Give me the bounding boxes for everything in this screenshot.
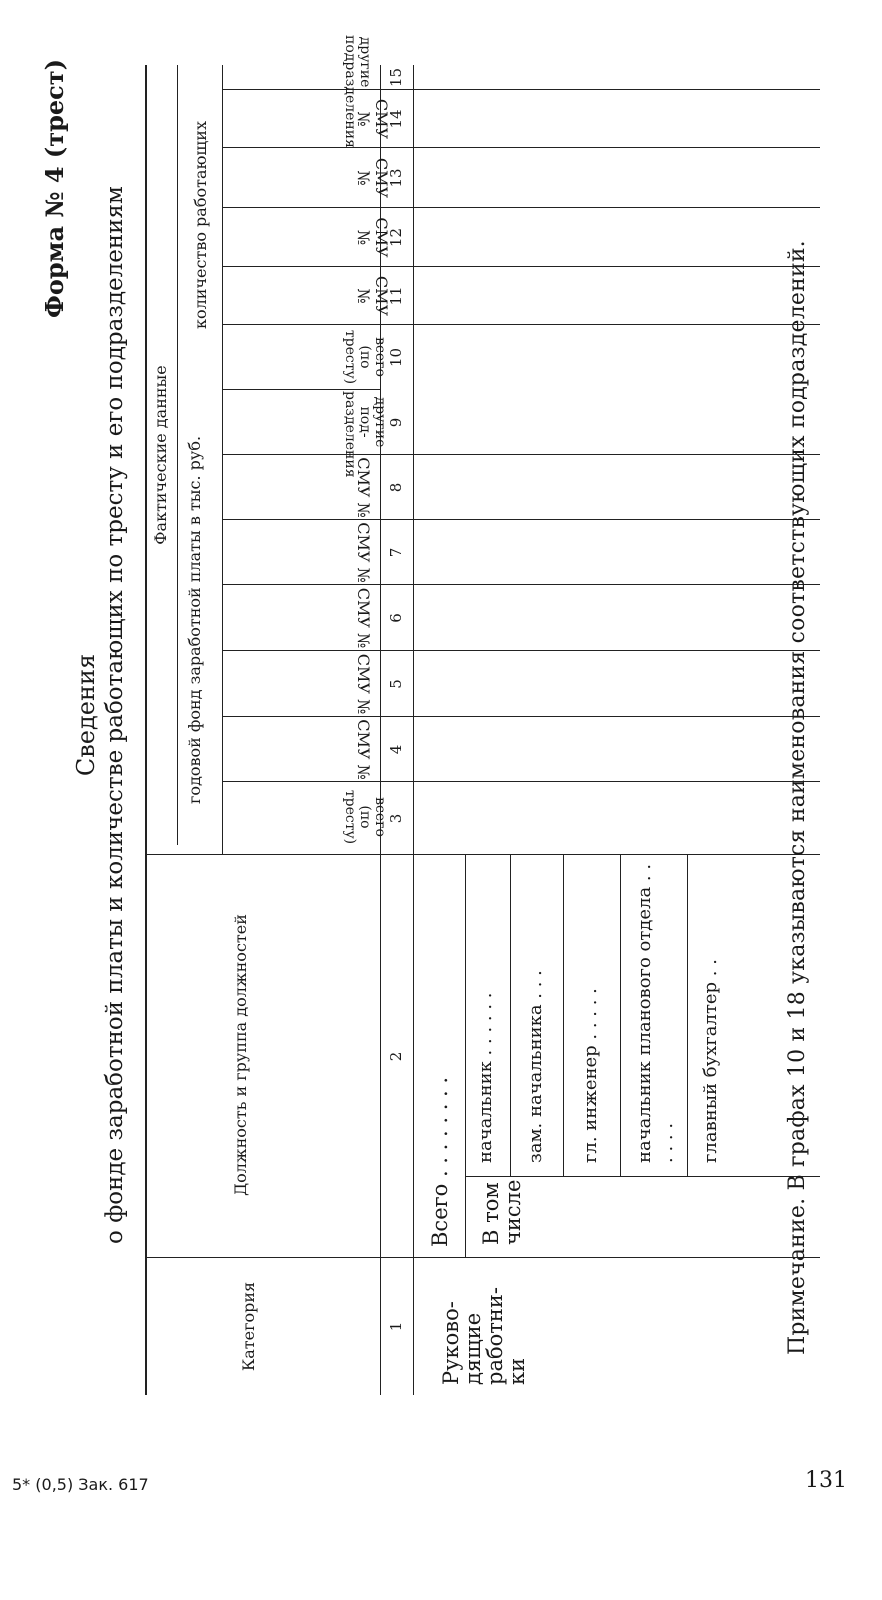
title-line-1: Сведения xyxy=(72,653,100,777)
subheader-smu: СМУ № xyxy=(354,457,373,518)
row-item-label: начальник . . . . . . xyxy=(475,992,496,1163)
row-item-label: начальник планового отдела . . . . . . xyxy=(634,863,677,1163)
subheader-total-trust: всего (по тресту) xyxy=(342,789,388,845)
subheader-total-trust: всего (по тресту) xyxy=(342,329,388,385)
column-number: 2 xyxy=(387,1051,405,1062)
column-number: 12 xyxy=(387,227,405,248)
column-number: 10 xyxy=(387,347,405,368)
rotated-page xyxy=(40,35,820,1395)
table-note: Примечание. В графах 10 и 18 указываются наименования соответствующих подразделений. xyxy=(785,240,810,1355)
subheader-smu: СМУ № xyxy=(354,653,373,715)
subheader-smu: СМУ № xyxy=(354,719,373,780)
row-item-label: гл. инженер . . . . . xyxy=(580,988,601,1163)
column-number: 1 xyxy=(387,1321,405,1332)
form-label: Форма № 4 (трест) xyxy=(40,59,69,318)
row-item-label: главный бухгалтер . . xyxy=(700,959,721,1163)
subheader-other-units: другие под-разделения xyxy=(342,391,388,478)
column-number: 5 xyxy=(387,679,405,689)
group-header-actual-data: Фактические данные xyxy=(151,365,170,545)
col-header-category: Категория xyxy=(239,1281,258,1372)
column-number: 6 xyxy=(387,613,405,623)
page-number: 131 xyxy=(805,1468,847,1493)
title-line-2: о фонде заработной платы и количестве работающих по тресту и его подразделениям xyxy=(102,186,128,1244)
column-number: 4 xyxy=(387,744,405,755)
subheader-smu: СМУ № xyxy=(354,275,391,317)
subheader-other-units: другие подразделения xyxy=(342,35,373,148)
column-number: 13 xyxy=(387,168,405,188)
column-number: 9 xyxy=(387,417,405,428)
row-item-label: зам. начальника . . . xyxy=(525,970,546,1163)
subheader-smu: СМУ № xyxy=(354,587,373,649)
group-header-worker-count: количество работающих xyxy=(191,121,210,329)
column-number: 15 xyxy=(387,67,405,88)
subheader-smu: СМУ № xyxy=(354,157,391,199)
subheader-smu: СМУ № xyxy=(354,98,391,140)
col-header-position: Должность и группа должностей xyxy=(231,914,250,1196)
subheader-smu: СМУ № xyxy=(354,217,391,258)
column-number: 8 xyxy=(387,482,405,493)
column-number: 7 xyxy=(387,547,405,558)
column-number: 3 xyxy=(387,813,405,824)
row-category-label: Руково-дящие работни-ки xyxy=(439,1287,529,1385)
column-number: 11 xyxy=(387,286,405,306)
row-total-label: Всего . . . . . . . . xyxy=(428,1076,452,1247)
group-header-annual-fund: годовой фонд заработной платы в тыс. руб. xyxy=(185,435,204,805)
row-including-label: В том числе xyxy=(479,1179,525,1245)
subheader-smu: СМУ № xyxy=(354,522,373,583)
print-mark: 5* (0,5) Зак. 617 xyxy=(12,1475,149,1494)
column-number: 14 xyxy=(387,109,405,129)
